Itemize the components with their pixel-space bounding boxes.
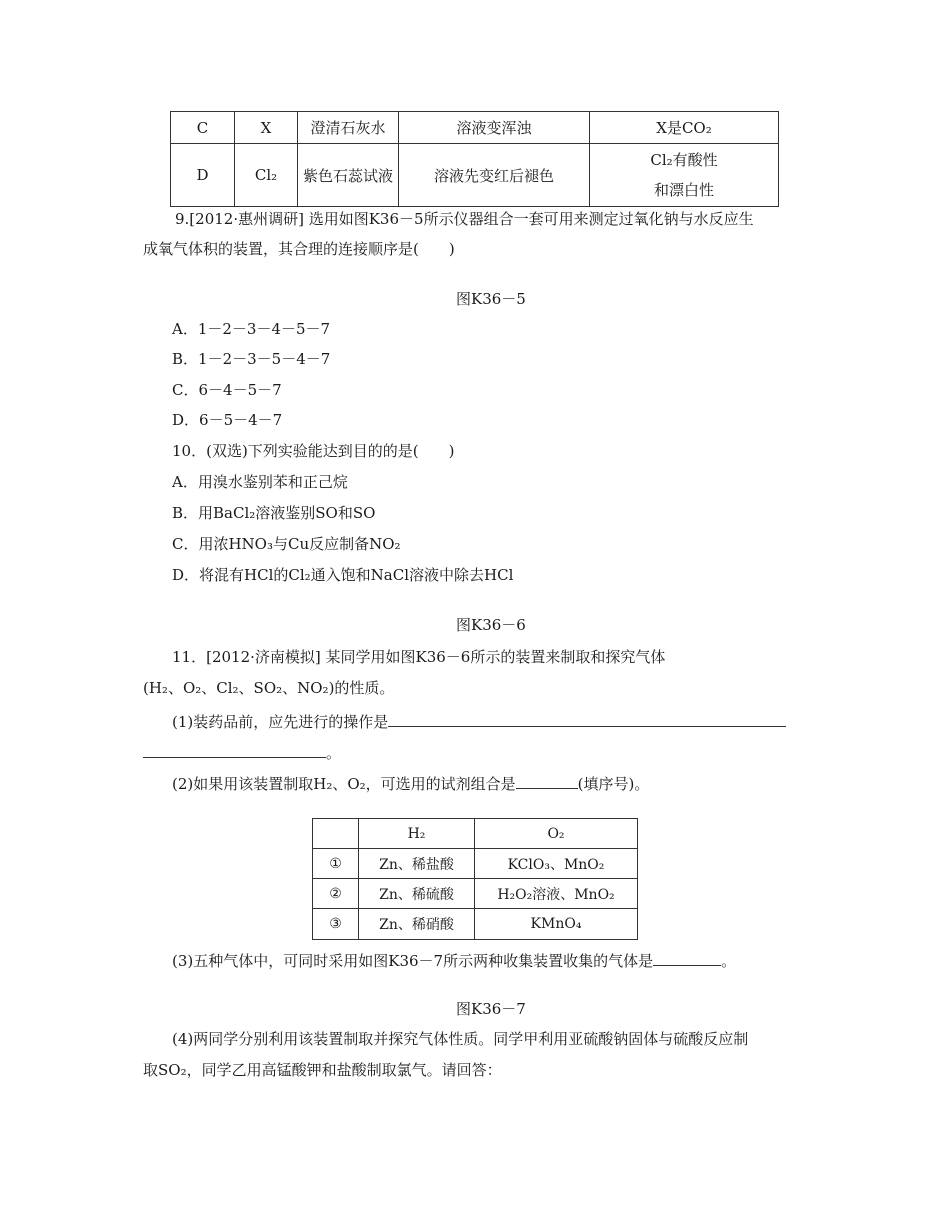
table-cell: ③	[313, 909, 359, 940]
table-cell: 澄清石灰水	[298, 112, 399, 144]
table-cell: X	[235, 112, 298, 144]
q10-option-d: D．将混有HCl的Cl₂通入饱和NaCl溶液中除去HCl	[172, 566, 514, 584]
q10-option-a: A．用溴水鉴别苯和正己烷	[172, 473, 348, 491]
table-cell: Zn、稀硫酸	[359, 879, 475, 909]
q11-part1-cont	[143, 743, 341, 761]
q9-stem-line1: 9.[2012·惠州调研] 选用如图K36－5所示仪器组合一套可用来测定过氧化钠与水反应生	[175, 210, 754, 228]
q10-option-c: C．用浓HNO₃与Cu反应制备NO₂	[172, 535, 401, 553]
table-row	[171, 112, 779, 144]
table-cell: KClO₃、MnO₂	[475, 849, 638, 879]
q9-option-c: C．6－4－5－7	[172, 381, 282, 399]
q11-part2-end: (填序号)。	[577, 775, 650, 793]
figure-caption-k36-7: 图K36－7	[456, 1000, 526, 1018]
table-cell: ②	[313, 879, 359, 909]
answer-blank[interactable]	[516, 774, 578, 789]
cell-line: Cl₂有酸性	[650, 151, 718, 169]
table-row	[313, 879, 638, 909]
table-cell: Zn、稀盐酸	[359, 849, 475, 879]
table-header-cell: H₂	[359, 819, 475, 849]
q11-part4-line2: 取SO₂，同学乙用高锰酸钾和盐酸制取氯气。请回答：	[143, 1061, 502, 1079]
table-cell: 紫色石蕊试液	[298, 144, 399, 207]
table-row	[313, 909, 638, 940]
table-row	[313, 849, 638, 879]
table-cell: 溶液先变红后褪色	[399, 144, 590, 207]
table-cell: Cl₂	[235, 144, 298, 207]
table-cell: 溶液变浑浊	[399, 112, 590, 144]
top-table	[170, 111, 779, 207]
table-cell: ①	[313, 849, 359, 879]
table-header-cell: O₂	[475, 819, 638, 849]
table-cell: H₂O₂溶液、MnO₂	[475, 879, 638, 909]
q11-stem-line1: 11．[2012·济南模拟] 某同学用如图K36－6所示的装置来制取和探究气体	[172, 648, 666, 666]
q11-part1-end: 。	[326, 744, 342, 762]
table-cell: D	[171, 144, 235, 207]
q9-option-d: D．6－5－4－7	[172, 411, 283, 429]
answer-blank[interactable]	[388, 712, 786, 727]
q9-option-b: B．1－2－3－5－4－7	[172, 350, 331, 368]
table-header-cell	[313, 819, 359, 849]
q11-part4-line1: (4)两同学分别利用该装置制取并探究气体性质。同学甲利用亚硫酸钠固体与硫酸反应制	[172, 1030, 749, 1048]
q11-stem-line2: (H₂、O₂、Cl₂、SO₂、NO₂)的性质。	[143, 679, 395, 697]
q9-option-a: A．1－2－3－4－5－7	[172, 320, 331, 338]
table-row	[171, 144, 779, 207]
table-cell: X是CO₂	[590, 112, 779, 144]
q9-stem-line2: 成氧气体积的装置，其合理的连接顺序是( )	[143, 240, 455, 258]
q11-part1-text: (1)装药品前，应先进行的操作是	[172, 713, 389, 731]
table-cell	[590, 144, 779, 207]
cell-line: 和漂白性	[653, 181, 714, 199]
answer-blank[interactable]	[653, 951, 721, 966]
q10-stem: 10．(双选)下列实验能达到目的的是( )	[172, 442, 455, 460]
q10-option-b: B．用BaCl₂溶液鉴别SO和SO	[172, 504, 376, 522]
q11-part3-text: (3)五种气体中，可同时采用如图K36－7所示两种收集装置收集的气体是	[172, 952, 654, 970]
q11-part2-text: (2)如果用该装置制取H₂、O₂，可选用的试剂组合是	[172, 775, 516, 793]
q11-part2	[172, 774, 649, 792]
table-cell: KMnO₄	[475, 909, 638, 940]
q11-part1	[172, 712, 786, 730]
q11-part3	[172, 951, 736, 969]
figure-caption-k36-5: 图K36－5	[456, 290, 526, 308]
reagent-table	[312, 818, 638, 940]
table-cell: Zn、稀硝酸	[359, 909, 475, 940]
figure-caption-k36-6: 图K36－6	[456, 616, 526, 634]
q11-part3-end: 。	[721, 952, 737, 970]
table-header-row	[313, 819, 638, 849]
answer-blank[interactable]	[143, 743, 326, 758]
table-cell: C	[171, 112, 235, 144]
